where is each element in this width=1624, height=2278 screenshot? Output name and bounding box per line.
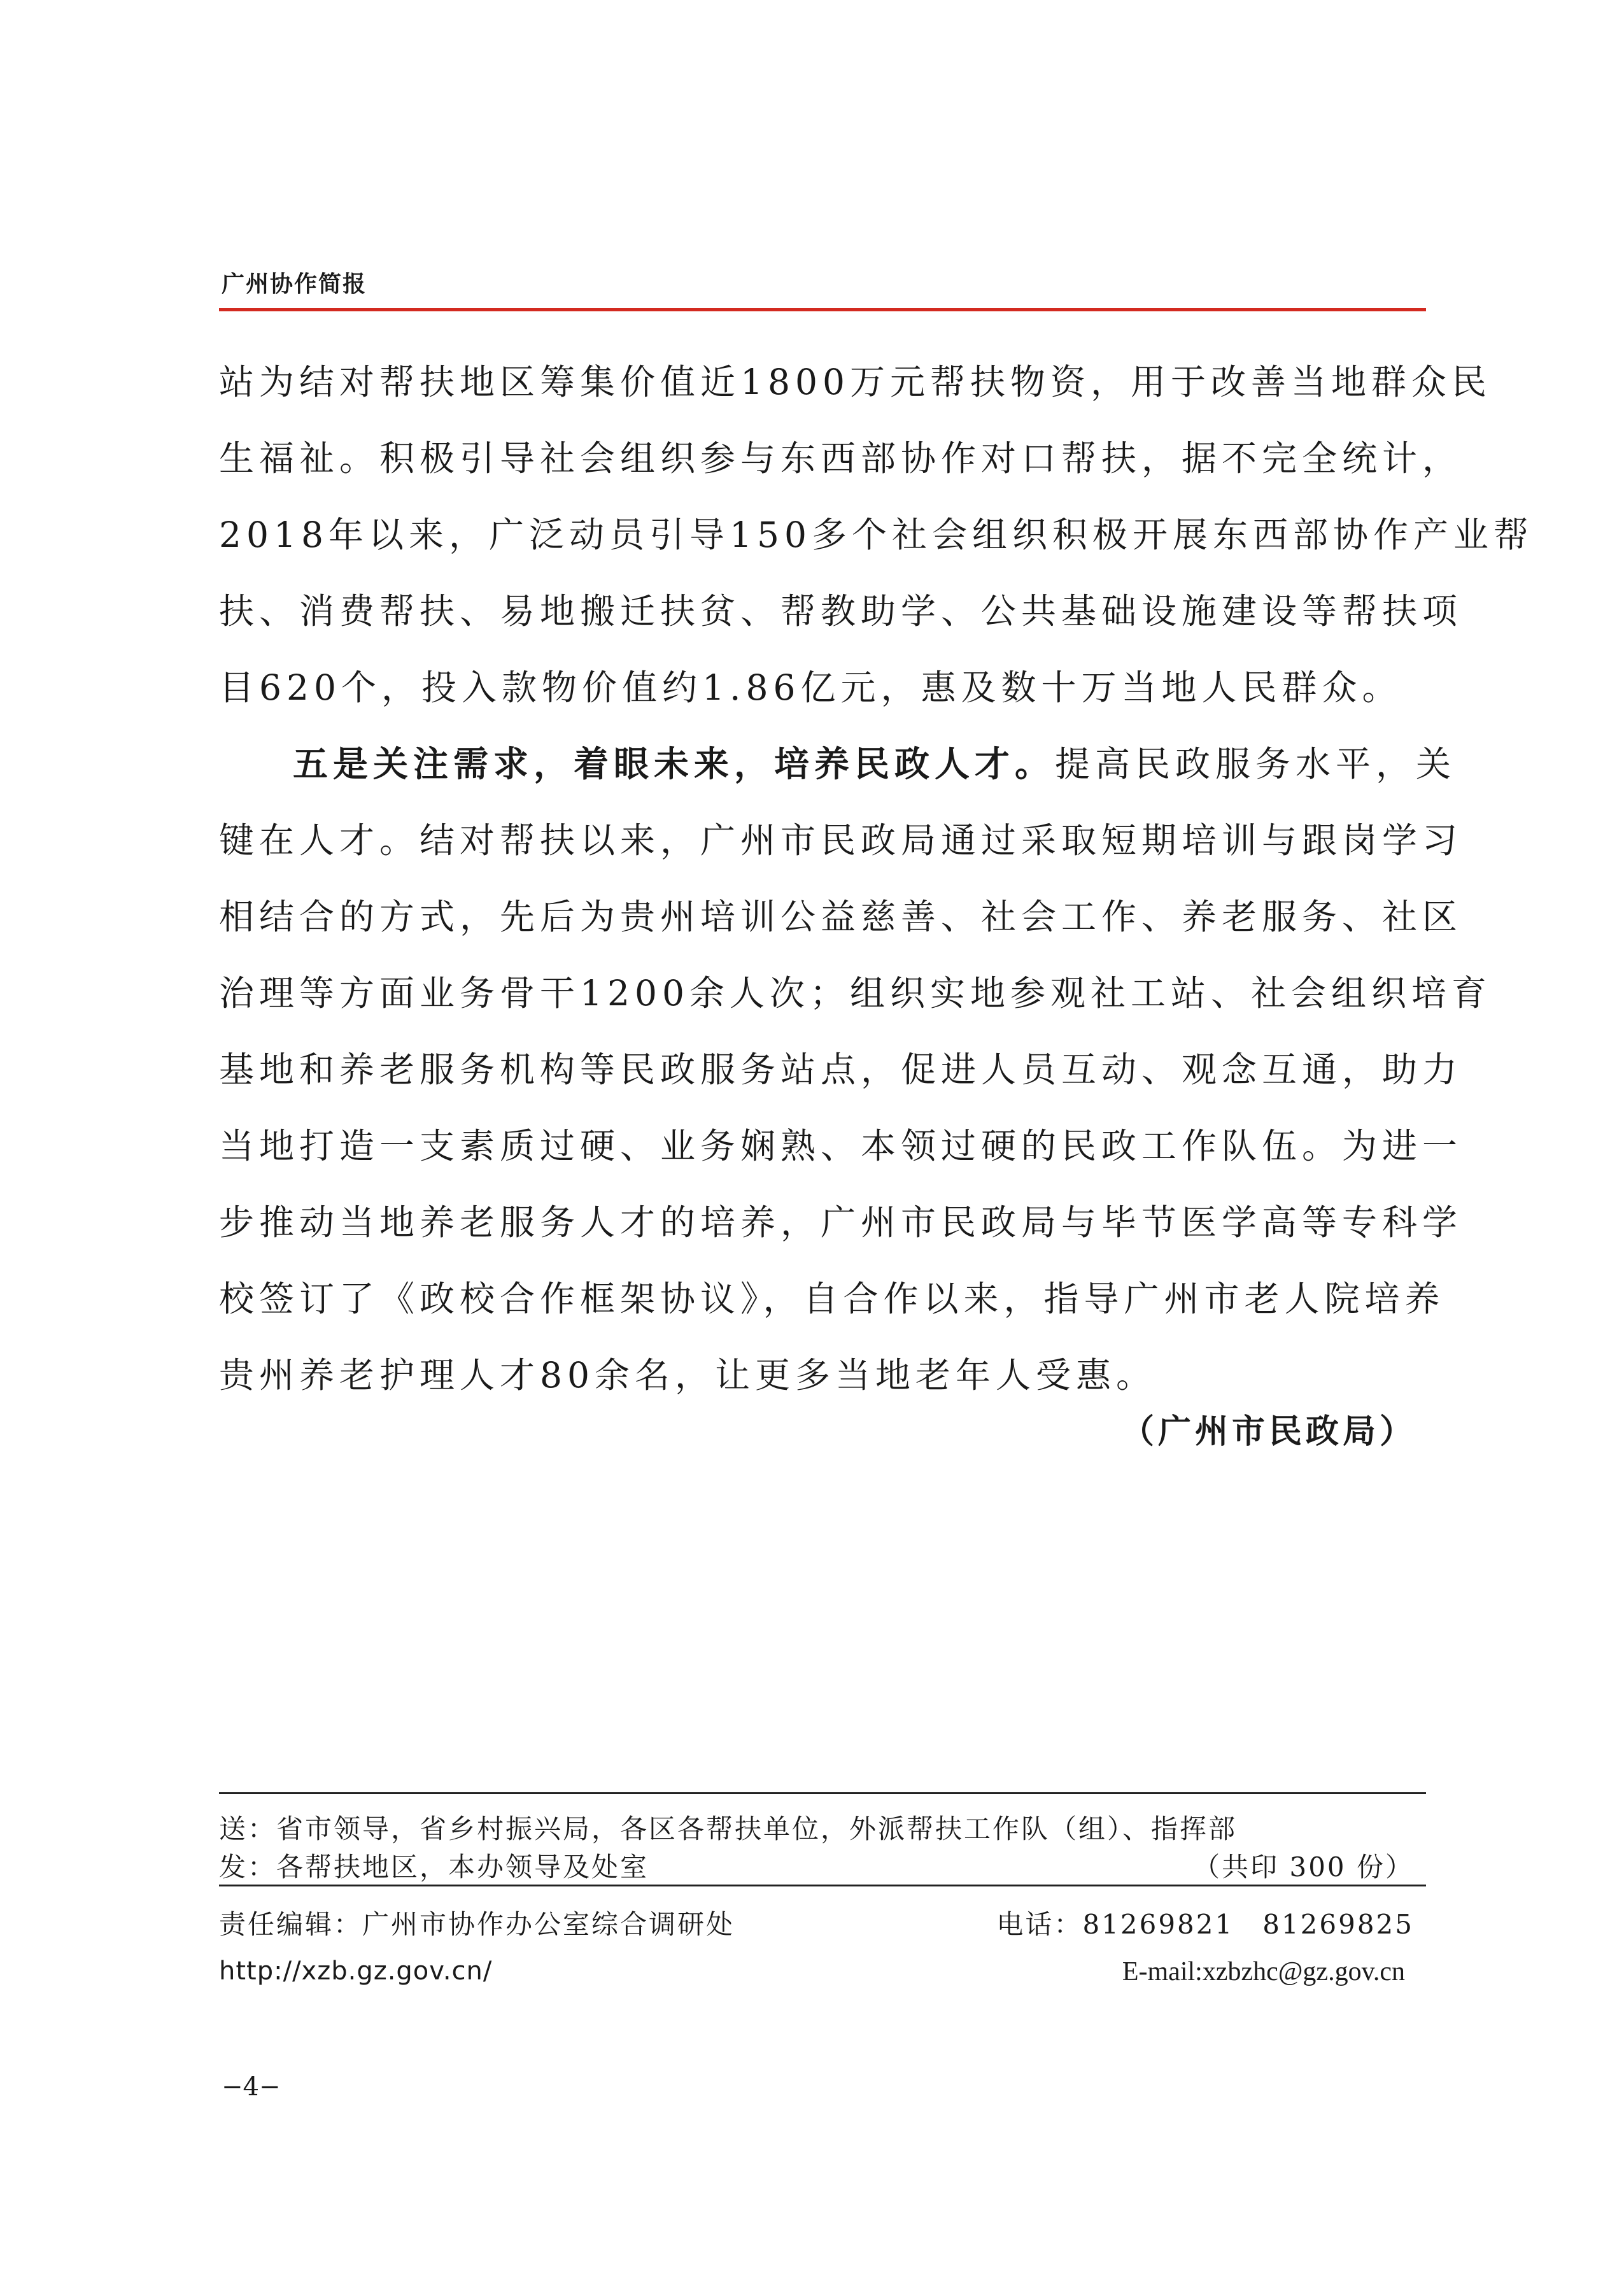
body-line: 目620个，投入款物价值约1.86亿元，惠及数十万当地人民群众。	[219, 667, 1402, 708]
section-5-first-line-rest: 提高民政服务水平，关	[1055, 744, 1457, 784]
body-line: 治理等方面业务骨干1200余人次；组织实地参观社工站、社会组织培育	[219, 973, 1492, 1014]
body-line: 校签订了《政校合作框架协议》，自合作以来，指导广州市老人院培养	[219, 1278, 1445, 1319]
body-line: 键在人才。结对帮扶以来，广州市民政局通过采取短期培训与跟岗学习	[219, 820, 1463, 861]
section-5-heading: 五是关注需求，着眼未来，培养民政人才。	[293, 744, 1056, 784]
body-line: 步推动当地养老服务人才的培养，广州市民政局与毕节医学高等专科学	[219, 1202, 1463, 1243]
article-body	[219, 344, 1534, 1413]
header-divider	[219, 308, 1426, 311]
body-line: 相结合的方式，先后为贵州培训公益慈善、社会工作、养老服务、社区	[219, 896, 1463, 937]
author-signature: （广州市民政局）	[1120, 1413, 1416, 1451]
distribution-bottom-rule	[219, 1885, 1426, 1886]
body-line: 生福祉。积极引导社会组织参与东西部协作对口帮扶，据不完全统计，	[219, 438, 1463, 479]
section-5-first-line	[219, 726, 1457, 802]
body-line: 站为结对帮扶地区筹集价值近1800万元帮扶物资，用于改善当地群众民	[219, 362, 1492, 402]
responsible-editor: 责任编辑：广州市协作办公室综合调研处	[219, 1909, 735, 1940]
body-line: 当地打造一支素质过硬、业务娴熟、本领过硬的民政工作队伍。为进一	[219, 1126, 1463, 1166]
body-line: 贵州养老护理人才80余名，让更多当地老年人受惠。	[219, 1355, 1156, 1396]
distribution-line-2: 发：各帮扶地区，本办领导及处室	[219, 1851, 649, 1883]
page-number: −4−	[222, 2072, 281, 2102]
contact-phone: 电话：81269821 81269825	[996, 1909, 1414, 1940]
distribution-line-1: 送：省市领导，省乡村振兴局，各区各帮扶单位，外派帮扶工作队（组）、指挥部	[219, 1813, 1238, 1844]
distribution-top-rule	[219, 1792, 1426, 1794]
website-link[interactable]: http://xzb.gz.gov.cn/	[219, 1956, 493, 1986]
print-copies: （共印 300 份）	[1193, 1851, 1414, 1883]
email-link[interactable]: E-mail:xzbzhc@gz.gov.cn	[1122, 1957, 1405, 1986]
body-line: 扶、消费帮扶、易地搬迁扶贫、帮教助学、公共基础设施建设等帮扶项	[219, 591, 1463, 632]
publication-title: 广州协作简报	[222, 271, 367, 297]
body-line: 基地和养老服务机构等民政服务站点，促进人员互动、观念互通，助力	[219, 1049, 1463, 1090]
body-line: 2018年以来，广泛动员引导150多个社会组织积极开展东西部协作产业帮	[219, 514, 1534, 555]
